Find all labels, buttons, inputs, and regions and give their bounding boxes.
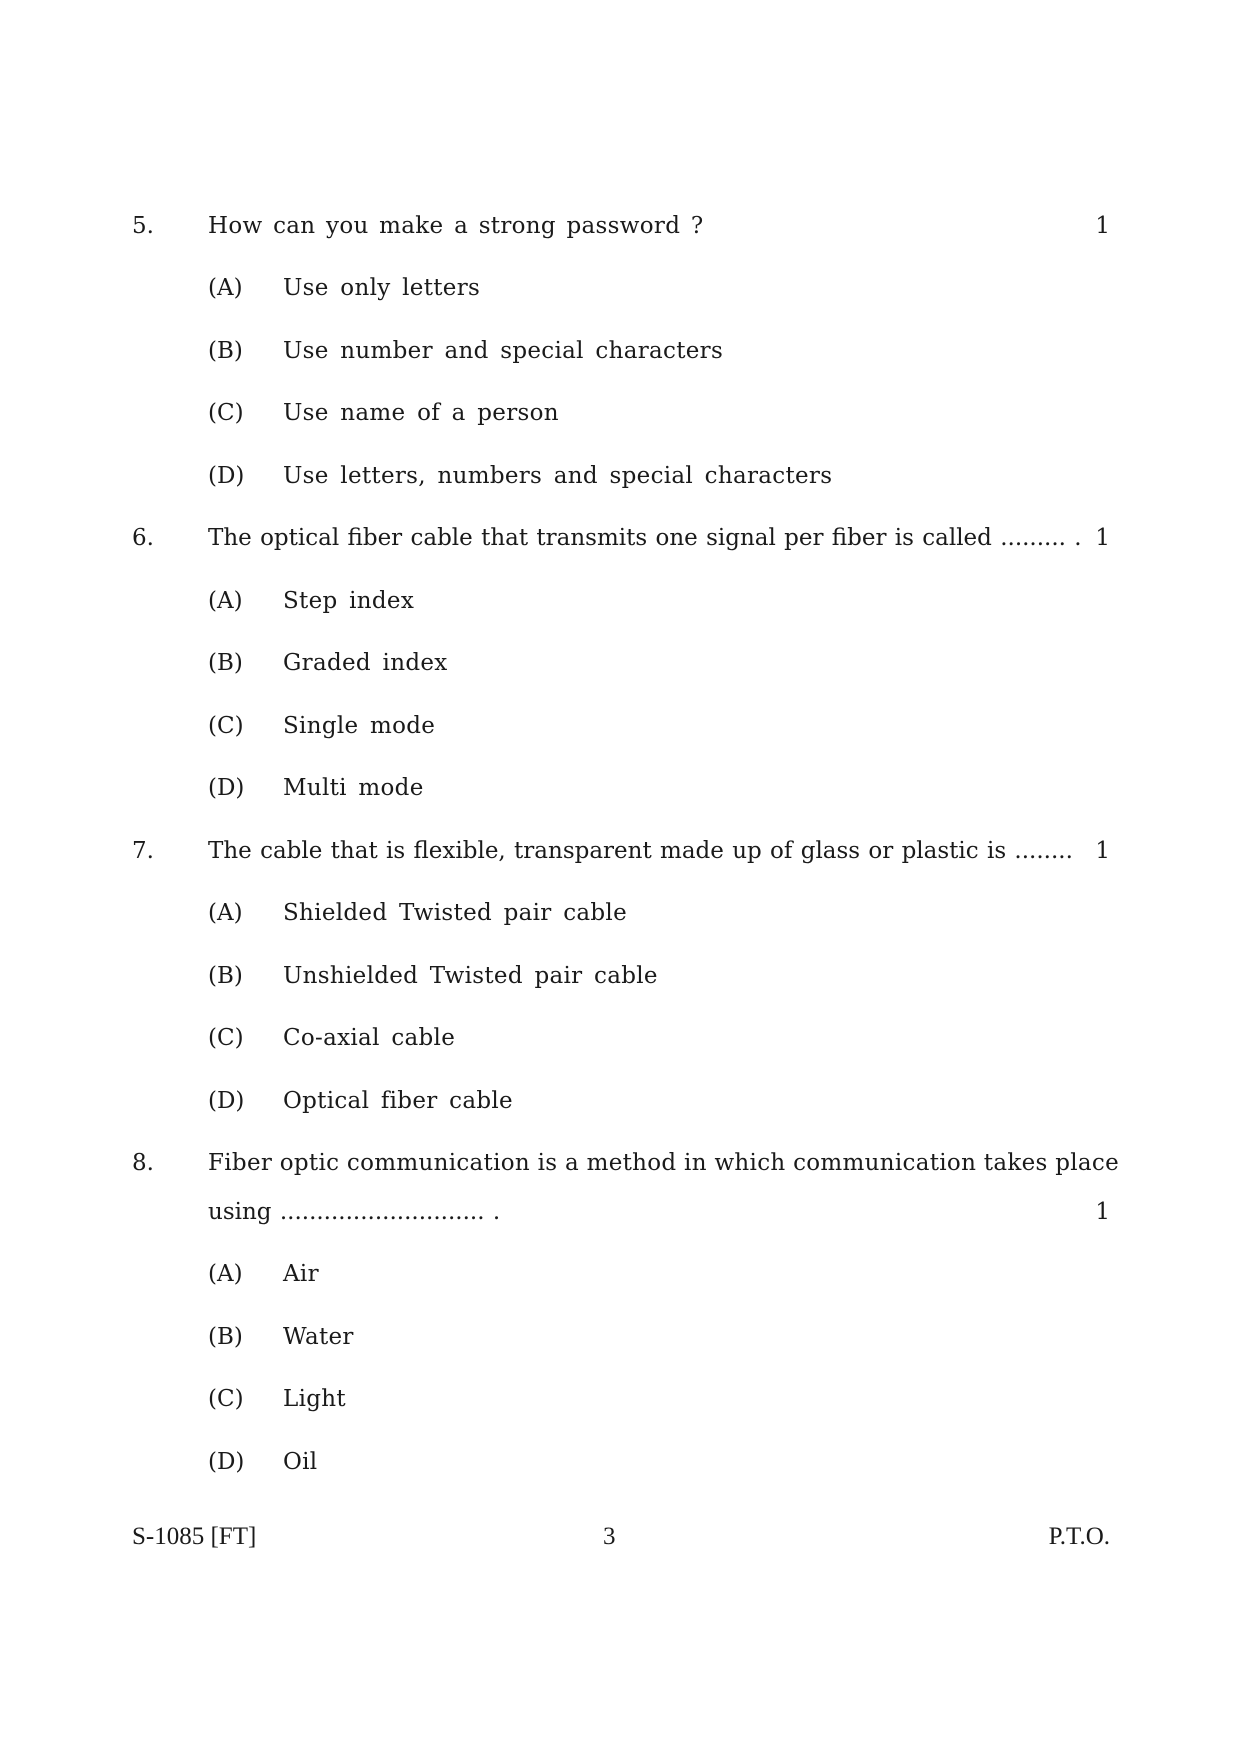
question-number: 8. <box>132 1150 154 1176</box>
option-label: (A) <box>208 1261 243 1287</box>
option-b <box>0 1317 1240 1357</box>
option-text: Use only letters <box>283 275 481 301</box>
pto-note: P.T.O. <box>1048 1523 1110 1550</box>
option-label: (B) <box>208 650 243 676</box>
page-number: 3 <box>603 1523 616 1550</box>
question-text: How can you make a strong password ? <box>208 213 704 239</box>
question-5 <box>0 206 1240 246</box>
question-8-continued <box>0 1192 1240 1232</box>
option-text: Multi mode <box>283 775 424 801</box>
option-label: (C) <box>208 713 244 739</box>
question-7 <box>0 831 1240 871</box>
option-label: (C) <box>208 1025 244 1051</box>
question-number: 7. <box>132 838 154 864</box>
option-text: Use number and special characters <box>283 338 724 364</box>
option-a <box>0 268 1240 308</box>
option-text: Use name of a person <box>283 400 559 426</box>
option-a <box>0 581 1240 621</box>
question-marks: 1 <box>1095 213 1110 239</box>
question-marks: 1 <box>1095 838 1110 864</box>
option-label: (D) <box>208 1449 245 1475</box>
option-b <box>0 643 1240 683</box>
option-label: (D) <box>208 463 245 489</box>
paper-code: S-1085 [FT] <box>132 1523 257 1550</box>
option-d <box>0 1081 1240 1121</box>
option-label: (A) <box>208 588 243 614</box>
question-marks: 1 <box>1095 1199 1110 1225</box>
question-text: The cable that is flexible, transparent made up of glass or plastic is ........ <box>208 838 1073 864</box>
question-number: 6. <box>132 525 154 551</box>
option-label: (C) <box>208 1386 244 1412</box>
option-text: Shielded Twisted pair cable <box>283 900 627 926</box>
option-text: Single mode <box>283 713 436 739</box>
question-text: using ............................ . <box>208 1199 501 1225</box>
question-6 <box>0 518 1240 558</box>
question-number: 5. <box>132 213 154 239</box>
question-text: Fiber optic communication is a method in which communication takes place <box>208 1150 1119 1176</box>
option-d <box>0 768 1240 808</box>
option-text: Water <box>283 1324 354 1350</box>
option-label: (B) <box>208 1324 243 1350</box>
option-a <box>0 893 1240 933</box>
option-d <box>0 1442 1240 1482</box>
option-c <box>0 706 1240 746</box>
option-text: Air <box>283 1261 319 1287</box>
option-d <box>0 456 1240 496</box>
question-marks: 1 <box>1095 525 1110 551</box>
option-text: Co-axial cable <box>283 1025 456 1051</box>
option-text: Optical fiber cable <box>283 1088 513 1114</box>
option-text: Unshielded Twisted pair cable <box>283 963 658 989</box>
option-label: (B) <box>208 963 243 989</box>
option-label: (D) <box>208 1088 245 1114</box>
option-text: Light <box>283 1386 346 1412</box>
option-text: Use letters, numbers and special characters <box>283 463 833 489</box>
option-label: (B) <box>208 338 243 364</box>
option-label: (A) <box>208 275 243 301</box>
option-b <box>0 956 1240 996</box>
option-label: (D) <box>208 775 245 801</box>
option-label: (A) <box>208 900 243 926</box>
option-text: Graded index <box>283 650 448 676</box>
option-b <box>0 331 1240 371</box>
question-8 <box>0 1143 1240 1183</box>
option-c <box>0 393 1240 433</box>
option-c <box>0 1018 1240 1058</box>
option-text: Step index <box>283 588 415 614</box>
option-a <box>0 1254 1240 1294</box>
option-label: (C) <box>208 400 244 426</box>
option-c <box>0 1379 1240 1419</box>
question-text: The optical fiber cable that transmits one signal per fiber is called ......... . <box>208 525 1082 551</box>
option-text: Oil <box>283 1449 318 1475</box>
